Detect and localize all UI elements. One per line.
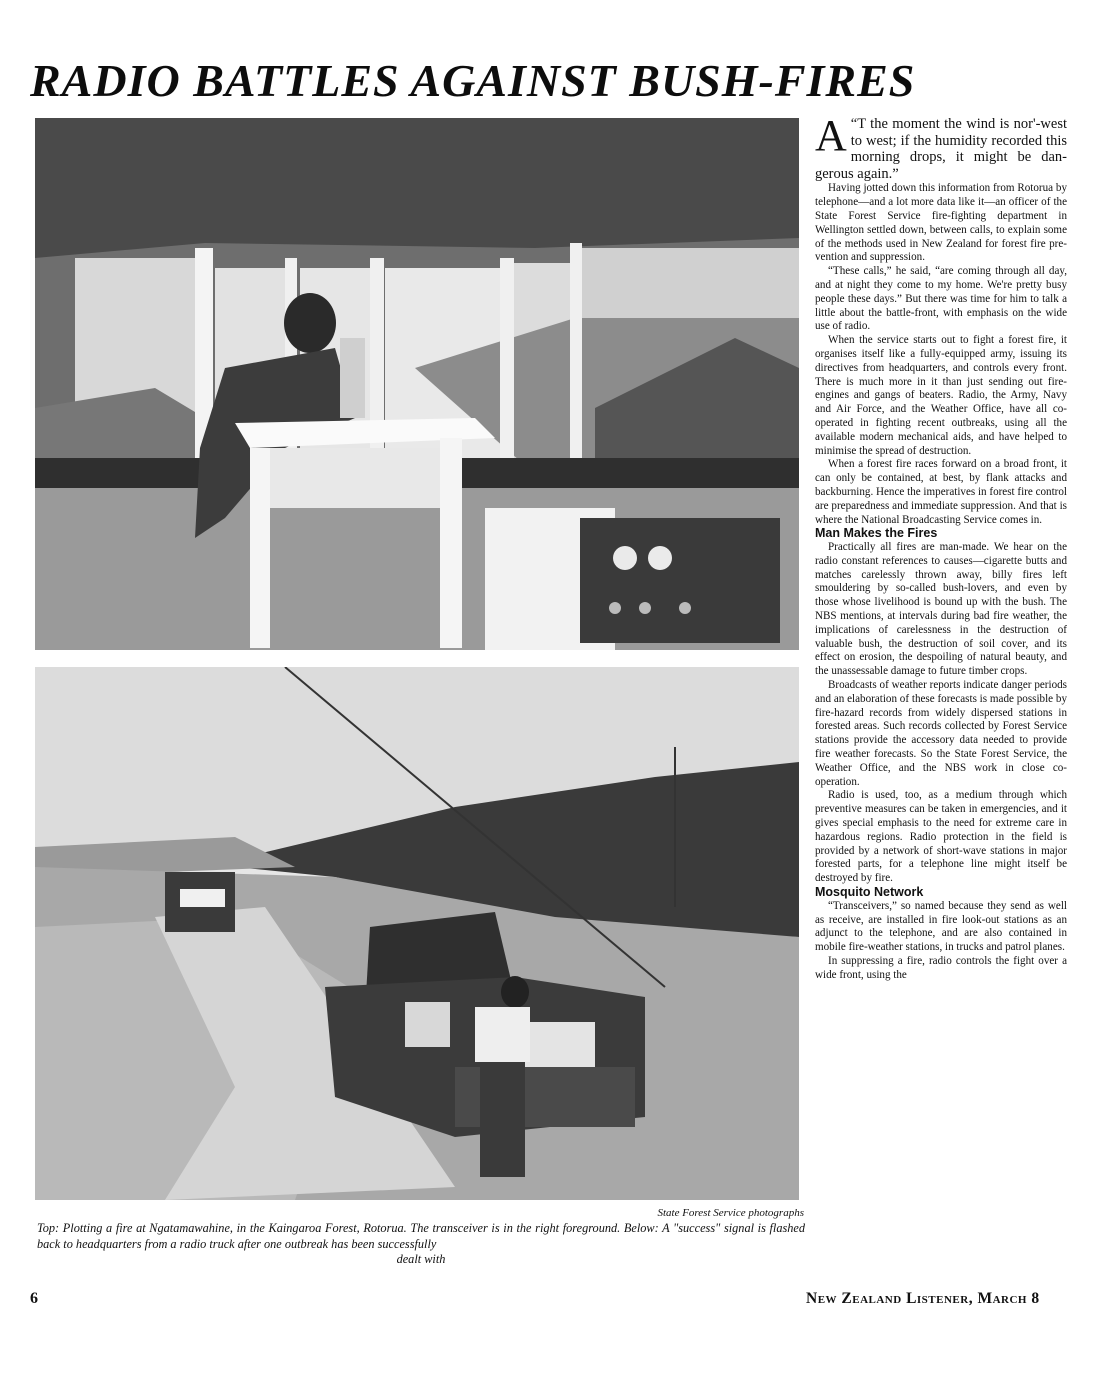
caption-below-last: dealt with: [396, 1252, 446, 1266]
caption-below-label: Below:: [623, 1221, 659, 1235]
subhead-man-makes-fires: Man Makes the Fires: [815, 526, 938, 541]
photo-credit: State Forest Service photographs: [657, 1207, 804, 1219]
lead-open-quote: “: [850, 116, 858, 132]
paragraph: Broadcasts of weather reports indicate danger periods and an elaboration of these forecasts is made possible by fire-hazard records from widely dispersed stations in forested areas. Such records collected by Forest Service stations provide the accessory data needed to provide fire weather forecasts. So the State Forest Service, the Weather Office, and the NBS work in close co-operation.: [815, 679, 1067, 788]
paragraph: When a forest fire races forward on a broad front, it can only be contained, at best, by flank attacks and backburning. Hence the imperatives in forest fire control are preparedness and immediate suppression. And that is where the National Broadcasting Service comes in.: [815, 458, 1067, 526]
paragraph: Having jotted down this information from Rotorua by telephone—and a lot more data like it—an officer of the State Forest Service fire-fighting department in Wellington settled down, between calls, to explain some of the methods used in New Zealand for forest fire prevention and suppression.: [815, 182, 1067, 264]
article-lead: [815, 111, 1067, 182]
headline: RADIO BATTLES AGAINST BUSH-FIRES: [30, 55, 916, 106]
caption-top-label: Top:: [37, 1221, 60, 1235]
photo-lookout: [35, 118, 799, 650]
page-number: 6: [30, 1290, 38, 1307]
fire-lookout-icon: [35, 118, 799, 650]
paragraph: In suppressing a fire, radio controls the fight over a wide front, using the: [815, 955, 1067, 981]
article-column: [815, 111, 1067, 983]
photo-caption: [37, 1221, 805, 1268]
paragraph: Radio is used, too, as a medium through which preventive measures can be taken in emergencies, and it gives special emphasis to the need for extreme care in hazardous regions. Radio protection in the field is provided by a network of short-wave stations in major forested parts, for a telephone line might itself be destroyed by fire.: [815, 789, 1067, 885]
paragraph: “Transceivers,” so named because they send as well as receive, are installed in fire look-out stations as an adjunct to the telephone, and are also contained in mobile fire-weather stations, in trucks and patrol planes.: [815, 899, 1067, 954]
publication-footer: New Zealand Listener, March 8: [806, 1290, 1040, 1307]
dropcap: A: [815, 111, 847, 160]
paragraph: Practically all fires are man-made. We hear on the radio constant references to causes—cigarette butts and matches carelessly thrown away, billy fires left smouldering by so-called bush-lovers, and even by those whose livelihood is bound up with the bush. The NBS mentions, at intervals during bad fire weather, the implications of carelessness in the destruction of valuable bush, the destruction of soil cover, and its effect on erosion, the despoiling of natural beauty, and the unassessable damage to future timber crops.: [815, 541, 1067, 678]
lead-text: T the moment the wind is nor'-west to west; if the humidity recorded this morning drops, it might be dangerous again.”: [815, 116, 1067, 182]
subhead-mosquito-network: Mosquito Network: [815, 885, 924, 900]
paragraph: When the service starts out to fight a forest fire, it organises itself like a fully-equipped army, issuing its directives from headquarters, and controls every front. There is much more in it than just sending out fire-engines and gangs of beaters. Radio, the Army, Navy and Air Force, and the Weather Office, have all co-operated in fighting recent outbreaks, using all the available modern mechanical aids, and have helped to minimise the spread of destruction.: [815, 334, 1067, 457]
photo-radio-truck: [35, 667, 799, 1200]
caption-top-text: Plotting a fire at Ngatamawahine, in the Kaingaroa Forest, Rotorua. The transceiver is in the right foreground.: [62, 1221, 621, 1235]
caption-below-text: A "success" signal is flashed back to headquarters from a radio truck after one outbreak has been successfully: [37, 1221, 806, 1251]
paragraph: “These calls,” he said, “are coming through all day, and at night they come to my home. We're pretty busy people these days.” But there was time for him to talk a little about the battle-front, with emphasis on the wide use of radio.: [815, 265, 1067, 333]
radio-truck-icon: [35, 667, 799, 1200]
